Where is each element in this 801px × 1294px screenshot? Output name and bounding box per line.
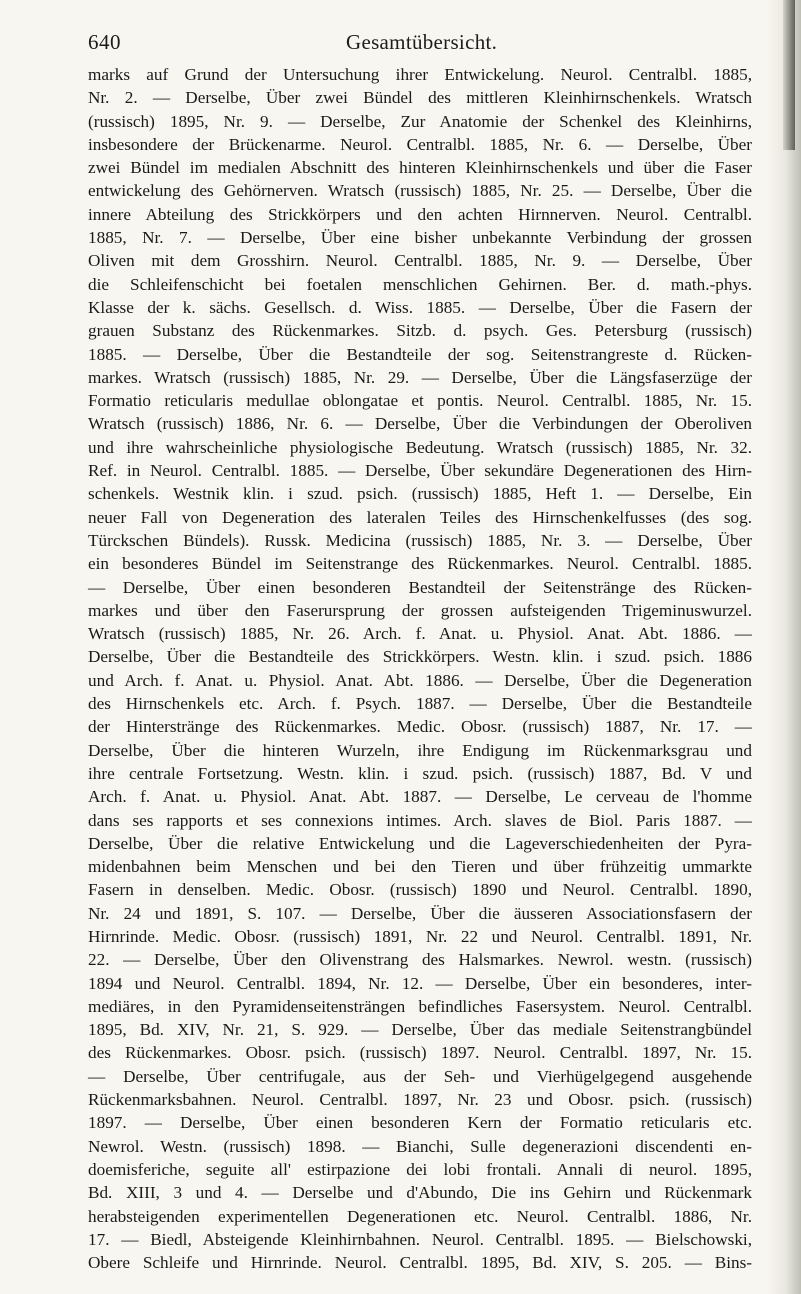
text-line: Rückenmarksbahnen. Neurol. Centralbl. 1897, Nr. 23 und Obosr. psich. (russisch) bbox=[88, 1090, 752, 1110]
text-line: Oliven mit dem Grosshirn. Neurol. Centralbl. 1885, Nr. 9. — Derselbe, Über bbox=[88, 251, 752, 271]
text-line: Wratsch (russisch) 1886, Nr. 6. — Derselbe, Über die Verbindungen der Oberoliven bbox=[88, 414, 752, 434]
text-line: 17. — Biedl, Absteigende Kleinhirnbahnen. Neurol. Centralbl. 1895. — Bielschowski, bbox=[88, 1229, 752, 1249]
text-line: Türckschen Bündels). Russk. Medicina (russisch) 1885, Nr. 3. — Derselbe, Über bbox=[88, 530, 752, 550]
text-line: (russisch) 1895, Nr. 9. — Derselbe, Zur Anatomie der Schenkel des Kleinhirns, bbox=[88, 111, 752, 131]
text-line: zwei Bündel im medialen Abschnitt des hinteren Kleinhirnschenkels und über die Faser bbox=[88, 158, 752, 178]
text-line: insbesondere der Brückenarme. Neurol. Centralbl. 1885, Nr. 6. — Derselbe, Über bbox=[88, 134, 752, 154]
running-title: Gesamtübersicht. bbox=[346, 30, 498, 54]
text-line: mediäres, in den Pyramidenseitensträngen befindliches Fasersystem. Neurol. Centralbl. bbox=[88, 996, 752, 1016]
text-line: Bd. XIII, 3 und 4. — Derselbe und d'Abundo, Die ins Gehirn und Rückenmark bbox=[88, 1183, 752, 1203]
text-line: die Schleifenschicht bei foetalen menschlichen Gehirnen. Ber. d. math.-phys. bbox=[88, 274, 752, 294]
text-line: doemisferiche, seguite all' estirpazione dei lobi frontali. Annali di neurol. 1895, bbox=[88, 1159, 752, 1179]
text-line: midenbahnen beim Menschen und bei den Tieren und über frühzeitig ummarkte bbox=[88, 857, 752, 877]
text-line: Fasern in denselben. Medic. Obosr. (russisch) 1890 und Neurol. Centralbl. 1890, bbox=[88, 880, 752, 900]
page-edge-shadow bbox=[767, 0, 801, 1294]
text-line: Nr. 24 und 1891, S. 107. — Derselbe, Über die äusseren Associationsfasern der bbox=[88, 903, 752, 923]
text-line: 1885. — Derselbe, Über die Bestandteile der sog. Seitenstrangreste d. Rücken- bbox=[88, 344, 752, 364]
text-line: Derselbe, Über die Bestandteile des Strickkörpers. Westn. klin. i szud. psich. 1886 bbox=[88, 647, 752, 667]
page-header bbox=[88, 30, 758, 56]
text-line: dans ses rapports et ses connexions intimes. Arch. slaves de Biol. Paris 1887. — bbox=[88, 810, 752, 830]
text-line: marks auf Grund der Untersuchung ihrer Entwickelung. Neurol. Centralbl. 1885, bbox=[88, 65, 752, 84]
text-line: schenkels. Westnik klin. i szud. psich. (russisch) 1885, Heft 1. — Derselbe, Ein bbox=[88, 484, 752, 504]
text-line: markes. Wratsch (russisch) 1885, Nr. 29. — Derselbe, Über die Längsfaserzüge der bbox=[88, 367, 752, 387]
text-line: Klasse der k. sächs. Gesellsch. d. Wiss. 1885. — Derselbe, Über die Fasern der bbox=[88, 297, 752, 317]
text-line: 1885, Nr. 7. — Derselbe, Über eine bisher unbekannte Verbindung der grossen bbox=[88, 228, 752, 248]
text-line: innere Abteilung des Strickkörpers und den achten Hirnnerven. Neurol. Centralbl. bbox=[88, 204, 752, 224]
text-line: neuer Fall von Degeneration des lateralen Teiles des Hirnschenkelfusses (des sog. bbox=[88, 507, 752, 527]
text-line: herabsteigenden experimentellen Degenerationen etc. Neurol. Centralbl. 1886, Nr. bbox=[88, 1206, 752, 1226]
text-line: Derselbe, Über die relative Entwickelung und die Lageverschiedenheiten der Pyra- bbox=[88, 833, 752, 853]
text-line: 1897. — Derselbe, Über einen besonderen Kern der Formatio reticularis etc. bbox=[88, 1113, 752, 1133]
text-line: Obere Schleife und Hirnrinde. Neurol. Centralbl. 1895, Bd. XIV, S. 205. — Bins- bbox=[88, 1253, 752, 1273]
text-line: grauen Substanz des Rückenmarkes. Sitzb. d. psych. Ges. Petersburg (russisch) bbox=[88, 321, 752, 341]
text-line: und Arch. f. Anat. u. Physiol. Anat. Abt. 1886. — Derselbe, Über die Degeneration bbox=[88, 670, 752, 690]
text-line: Hirnrinde. Medic. Obosr. (russisch) 1891, Nr. 22 und Neurol. Centralbl. 1891, Nr. bbox=[88, 926, 752, 946]
text-line: entwickelung des Gehörnerven. Wratsch (russisch) 1885, Nr. 25. — Derselbe, Über die bbox=[88, 181, 752, 201]
text-line: — Derselbe, Über einen besonderen Bestandteil der Seitenstränge des Rücken- bbox=[88, 577, 752, 597]
text-line: Ref. in Neurol. Centralbl. 1885. — Derselbe, Über sekundäre Degenerationen des Hirn- bbox=[88, 461, 752, 481]
text-line: Derselbe, Über die hinteren Wurzeln, ihre Endigung im Rückenmarksgrau und bbox=[88, 740, 752, 760]
page-number: 640 bbox=[88, 30, 121, 54]
text-line: des Hirnschenkels etc. Arch. f. Psych. 1887. — Derselbe, Über die Bestandteile bbox=[88, 694, 752, 714]
text-line: Nr. 2. — Derselbe, Über zwei Bündel des mittleren Kleinhirnschenkels. Wratsch bbox=[88, 88, 752, 108]
page-binding-shadow bbox=[783, 0, 795, 150]
text-line: des Rückenmarkes. Obosr. psich. (russisch) 1897. Neurol. Centralbl. 1897, Nr. 15. bbox=[88, 1043, 752, 1063]
text-line: Formatio reticularis medullae oblongatae et pontis. Neurol. Centralbl. 1885, Nr. 15. bbox=[88, 391, 752, 411]
text-line: der Hinterstränge des Rückenmarkes. Medic. Obosr. (russisch) 1887, Nr. 17. — bbox=[88, 717, 752, 737]
text-line: Arch. f. Anat. u. Physiol. Anat. Abt. 1887. — Derselbe, Le cerveau de l'homme bbox=[88, 787, 752, 807]
text-line: — Derselbe, Über centrifugale, aus der Seh- und Vierhügelgegend ausgehende bbox=[88, 1066, 752, 1086]
text-line: ihre centrale Fortsetzung. Westn. klin. i szud. psich. (russisch) 1887, Bd. V und bbox=[88, 763, 752, 783]
text-line: und ihre wahrscheinliche physiologische Bedeutung. Wratsch (russisch) 1885, Nr. 32. bbox=[88, 437, 752, 457]
text-line: 1895, Bd. XIV, Nr. 21, S. 929. — Derselbe, Über das mediale Seitenstrangbündel bbox=[88, 1020, 752, 1040]
text-line: markes und über den Faserursprung der grossen aufsteigenden Trigeminuswurzel. bbox=[88, 600, 752, 620]
bibliography-text bbox=[88, 63, 752, 1274]
text-line: ein besonderes Bündel im Seitenstrange des Rückenmarkes. Neurol. Centralbl. 1885. bbox=[88, 554, 752, 574]
text-line: 22. — Derselbe, Über den Olivenstrang des Halsmarkes. Newrol. westn. (russisch) bbox=[88, 950, 752, 970]
text-line: Newrol. Westn. (russisch) 1898. — Bianchi, Sulle degenerazioni discendenti en- bbox=[88, 1136, 752, 1156]
text-line: 1894 und Neurol. Centralbl. 1894, Nr. 12. — Derselbe, Über ein besonderes, inter- bbox=[88, 973, 752, 993]
text-line: Wratsch (russisch) 1885, Nr. 26. Arch. f. Anat. u. Physiol. Anat. Abt. 1886. — bbox=[88, 624, 752, 644]
